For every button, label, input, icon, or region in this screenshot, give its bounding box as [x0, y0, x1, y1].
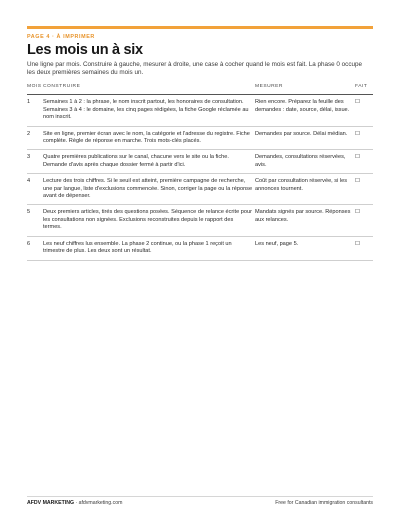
done-checkbox[interactable]: ☐: [355, 95, 373, 126]
column-header-measure: MESURER: [255, 83, 355, 95]
measure-cell: Coût par consultation réservée, si les annonces tournent.: [255, 174, 355, 205]
intro-paragraph: Une ligne par mois. Construire à gauche, mesurer à droite, une case à cocher quand le mois est fait. La phase 0 occupe les deux premières semaines du mois un.: [27, 61, 362, 77]
footer-tagline: Free for Canadian immigration consultants: [275, 500, 373, 506]
done-checkbox[interactable]: ☐: [355, 205, 373, 236]
month-number: 2: [27, 126, 43, 150]
monthly-plan-table: [27, 83, 373, 261]
month-number: 1: [27, 95, 43, 126]
table-row: [27, 150, 373, 174]
build-cell: Les neuf chiffres lus ensemble. La phase 2 continue, ou la phase 1 reçoit un trimestre de plus. Les deux sont un résultat.: [43, 236, 255, 260]
measure-cell: Demandes par source. Délai médian.: [255, 126, 355, 150]
column-header-done: FAIT: [355, 83, 373, 95]
column-header-month: MOIS: [27, 83, 43, 95]
footer-site: · afdvmarketing.com: [73, 500, 123, 506]
accent-bar: [27, 26, 373, 29]
measure-cell: Demandes, consultations réservées, avis.: [255, 150, 355, 174]
done-checkbox[interactable]: ☐: [355, 174, 373, 205]
month-number: 3: [27, 150, 43, 174]
table-row: [27, 236, 373, 260]
footer-divider: [27, 496, 373, 497]
page-title: Les mois un à six: [27, 42, 143, 58]
table-row: [27, 174, 373, 205]
month-number: 5: [27, 205, 43, 236]
measure-cell: Rien encore. Préparez la feuille des demandes : date, source, délai, issue.: [255, 95, 355, 126]
build-cell: Deux premiers articles, tirés des questions posées. Séquence de relance écrite pour les consultations non signées. Exclusions reconstruites depuis le rapport des termes.: [43, 205, 255, 236]
build-cell: Semaines 1 à 2 : la phrase, le nom inscrit partout, les honoraires de consultation. Semaines 3 à 4 : le domaine, les cinq pages rédigées, la fiche Google réclamée au nom inscrit.: [43, 95, 255, 126]
measure-cell: Les neuf, page 5.: [255, 236, 355, 260]
done-checkbox[interactable]: ☐: [355, 236, 373, 260]
table-row: [27, 95, 373, 126]
measure-cell: Mandats signés par source. Réponses aux relances.: [255, 205, 355, 236]
build-cell: Quatre premières publications sur le canal, chacune vers le site ou la fiche. Demande d'avis après chaque dossier fermé à partir d'ici.: [43, 150, 255, 174]
done-checkbox[interactable]: ☐: [355, 126, 373, 150]
done-checkbox[interactable]: ☐: [355, 150, 373, 174]
month-number: 6: [27, 236, 43, 260]
page-eyebrow: PAGE 4 · À IMPRIMER: [27, 34, 95, 40]
month-number: 4: [27, 174, 43, 205]
footer-brand: AFDV MARKETING: [27, 500, 74, 506]
build-cell: Site en ligne, premier écran avec le nom, la catégorie et l'adresse du registre. Fiche complète. Règle de réponse en marche. Trois mots-clés placés.: [43, 126, 255, 150]
table-row: [27, 205, 373, 236]
table-row: [27, 126, 373, 150]
footer-brand-line: [27, 500, 122, 506]
column-header-build: CONSTRUIRE: [43, 83, 255, 95]
table-header-row: [27, 83, 373, 95]
build-cell: Lecture des trois chiffres. Si le seuil est atteint, première campagne de recherche, une par langue, liste d'exclusions commencée. Sinon, corriger la page ou la réponse avant de dépenser.: [43, 174, 255, 205]
